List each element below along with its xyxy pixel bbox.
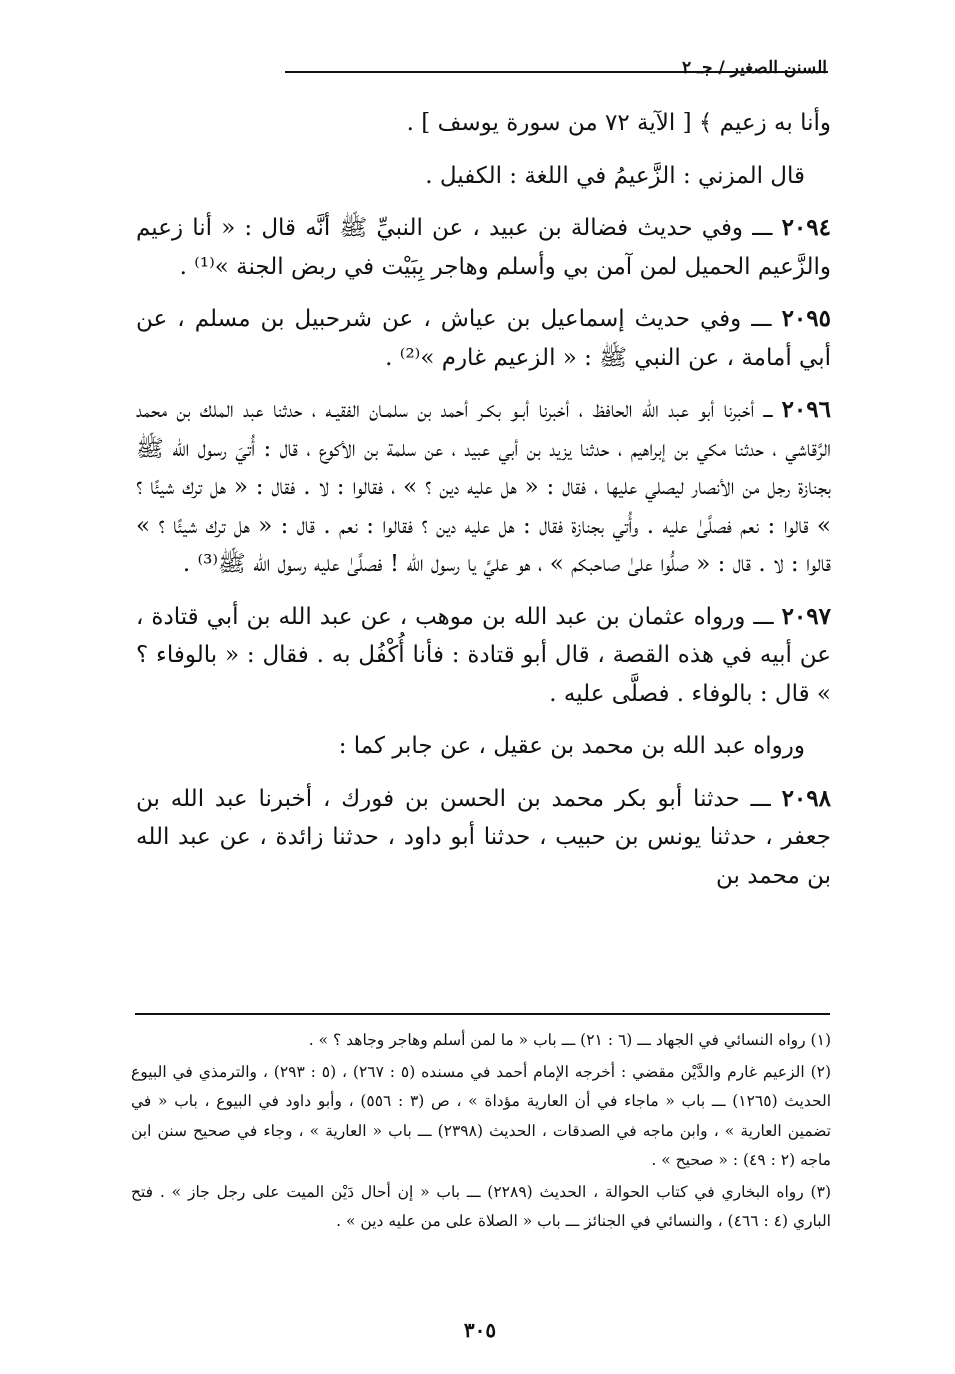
hadith-number: ٢٠٩٥ — [781, 305, 831, 332]
hadith-number: ٢٠٩٤ — [781, 214, 831, 241]
jabir-narration-intro — [136, 727, 831, 766]
hadith-text: ـــ حدثنا أبو بكر محمد بن الحسن بن فورك ، أخبرنا عبد الله بن جعفر ، حدثنا يونس بن حبيب ، حدثنا أبو داود ، حدثنا زائدة ، عن عبد الله بن محمد بن — [136, 785, 831, 889]
hadith-text: ـــ ورواه عثمان بن عبد الله بن موهب ، عن عبد الله بن أبي قتادة ، عن أبيه في هذه القصة ، قال أبو قتادة : فأنا أُكْفُل به . فقال : « بالوفاء ؟ » قال : بالوفاء . فصلَّى عليه . — [136, 603, 831, 707]
hadith-2097 — [136, 598, 831, 714]
page-number: ٣٠٥ — [463, 1318, 497, 1342]
hadith-number: ٢٠٩٦ — [781, 396, 831, 423]
hadith-2098 — [136, 780, 831, 896]
footnote-3: (٣) رواه البخاري في كتاب الحوالة ، الحديث (٢٢٨٩) ـــ باب « إن أحال دَيْن الميت على رجل جاز » . فتح الباري (٤ : ٤٦٦) ، والنسائي في الجنائز ـــ باب « الصلاة على من عليه دين » . — [131, 1182, 831, 1230]
running-head: السنن الصغير / جـ ٢ — [681, 58, 827, 78]
paragraph-text: ورواه عبد الله بن محمد بن عقيل ، عن جابر كما : — [338, 733, 805, 759]
hadith-text: ـــ أخبرنا أبو عبد الله الحافظ ، أخبرنا أبـو بكـر أحمد بن سلمـان الفقيـه ، حدثنا عبد الملك بن محمد الرَّقاشي ، حدثنا مكي بن إبراهيم ، حدثنا يزيد بن أبي عبيد ، عن سلمة بن الأكوع ، قال : أُتيَ رسول الله ﷺ بجنازة رجل من الأنصار ليصلي عليها ، فقال : « هل عليه دين ؟ » ، فقالوا : لا . فقال : « هل ترك شيئًا ؟ » قالوا : نعم فصلَّىٰ عليه . وأُتي بجنازة فقال : هل عليه دين ؟ فقالوا : نعم . قال : « هل ترك شيئًا ؟ » قالوا : لا . قال : « صلُّوا علىٰ صاحبكم » ، هو عليَّ يا رسول الله ! فصلَّىٰ عليه رسول الله ﷺ⁽³⁾ . — [136, 397, 831, 577]
paragraph-text: قال المزني : الزَّعيمُ في اللغة : الكفيل . — [425, 162, 805, 189]
hadith-number: ٢٠٩٨ — [781, 784, 831, 812]
main-text — [136, 104, 831, 909]
hadith-2096 — [136, 391, 831, 584]
header-rule — [285, 71, 828, 73]
footnotes — [131, 1026, 831, 1239]
footnote-2: (٢) الزعيم غارم والدَّيْن مقضي : أخرجه الإمام أحمد في مسنده (٥ : ٢٦٧) ، (٥ : ٢٩٣) ، والترمذي في البيوع الحديث (١٢٦٥) ـــ باب « ماجاء في أن العارية مؤداة » ، ص (٣ : ٥٥٦) ، وأبو داود في البيوع ، باب « في تضمين العارية » ، وابن ماجه في الصدقات ، الحديث (٢٣٩٨) ـــ باب « العارية » ، وجاء في صحيح سنن ابن ماجه (٢ : ٤٩) : « صحيح » . — [131, 1062, 832, 1169]
paragraph-text: وأنا به زعيم ﴾ [ الآية ٧٢ من سورة يوسف ] . — [406, 110, 831, 136]
hadith-text: ـــ وفي حديث إسماعيل بن عياش ، عن شرحبيل بن مسلم ، عن أبي أمامة ، عن النبي ﷺ : « الزعيم غارم »⁽²⁾ . — [136, 306, 831, 371]
footnote-rule — [135, 1013, 830, 1015]
footnote-1: (١) رواه النسائي في الجهاد ـــ (٦ : ٢١) ـــ باب « ما لمن أسلم وهاجر وجاهد ؟ » . — [308, 1031, 831, 1049]
hadith-number: ٢٠٩٧ — [781, 602, 831, 630]
hadith-2095 — [136, 300, 831, 377]
hadith-text: ـــ وفي حديث فضالة بن عبيد ، عن النبيِّ ﷺ أنَّه قال : « أنا زعيم والزَّعيم الحميل لمن آمن بي وأسلم وهاجر بِبَيْت في ربض الجنة »⁽¹⁾ . — [136, 215, 831, 280]
verse-continuation — [136, 104, 831, 143]
muzani-note — [136, 157, 831, 196]
hadith-2094 — [136, 209, 831, 286]
